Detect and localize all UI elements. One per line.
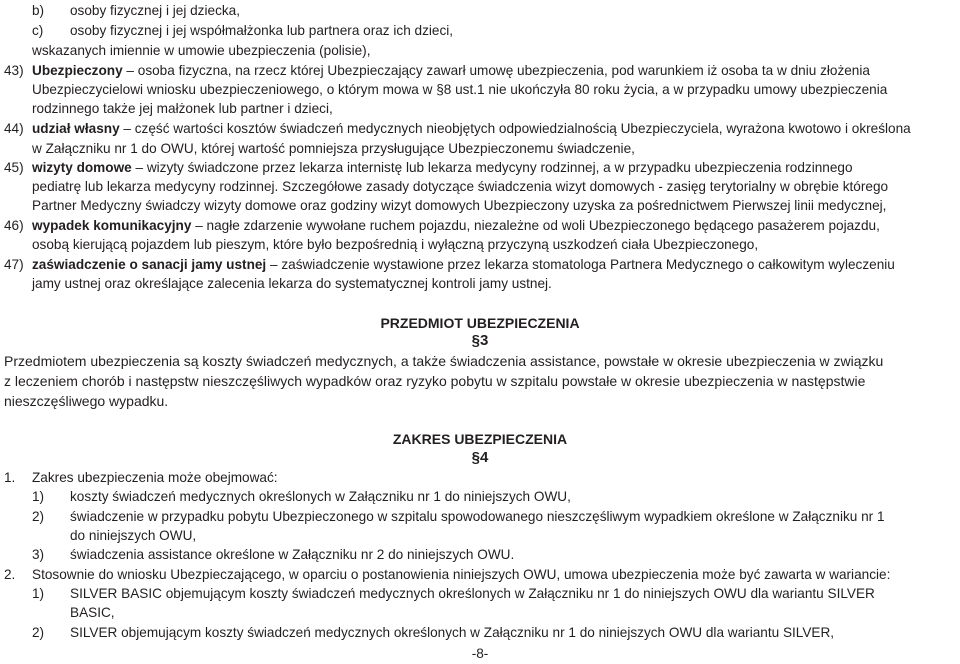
definition-number: 45)	[4, 160, 24, 175]
definition-text: – część wartości kosztów świadczeń medycznych nieobjętych odpowiedzialnością Ubezpieczyciela, wyrażona kwotowo i określona	[119, 121, 911, 136]
list-item-text: świadczenia assistance określone w Załączniku nr 2 do niniejszych OWU.	[70, 547, 515, 562]
definition-text: – wizyty świadczone przez lekarza internistę lub lekarza medycyny rodzinnej, a w przypadku ubezpieczenia rodzinnego	[131, 160, 853, 175]
definition-text: Partner Medyczny świadczy wizyty domowe oraz godziny wizyt domowych Ubezpieczony uzyska za pośrednictwem Pierwszej linii medycznej,	[32, 198, 887, 213]
list-item-text: osoby fizycznej i jej dziecka,	[70, 3, 240, 18]
page-number: -8-	[471, 646, 489, 661]
clause-number: 2.	[4, 567, 16, 582]
definition-text: Ubezpieczycielowi wniosku ubezpieczeniowego, o którym mowa w §8 ust.1 nie ukończyła 80 roku życia, a w przypadku umowy ubezpieczenia	[32, 82, 888, 97]
list-item-text: SILVER objemującym koszty świadczeń medycznych określonych w Załączniku nr 1 do niniejszych OWU dla wariantu SILVER,	[70, 625, 835, 640]
list-item-number: c)	[32, 23, 44, 38]
section-paragraph-symbol: §4	[471, 449, 489, 466]
definition-text: pediatrę lub lekarza medycyny rodzinnej. Szczegółowe zasady dotyczące świadczenia wizyt domowych - zasięg terytorialny w obrębie którego	[32, 179, 889, 194]
definition-term: zaświadczenie o sanacji jamy ustnej	[32, 257, 267, 272]
list-item-continuation: BASIC,	[70, 605, 115, 620]
definition-number: 47)	[4, 257, 24, 272]
section-title: PRZEDMIOT UBEZPIECZENIA	[380, 315, 580, 331]
definition-term: Ubezpieczony	[32, 63, 123, 78]
definition-text: osobą kierującą pojazdem lub pieszym, które było bezpośrednią i wyłączną przyczyną uszkodzeń ciała Ubezpieczonego,	[32, 237, 759, 252]
list-item-number: 1)	[32, 489, 45, 504]
clause-text: Stosownie do wniosku Ubezpieczającego, w oparciu o postanowienia niniejszych OWU, umowa ubezpieczenia może być zawarta w wariancie:	[32, 567, 891, 582]
clause-text: Zakres ubezpieczenia może obejmować:	[32, 470, 278, 485]
section-paragraph-symbol: §3	[471, 332, 489, 349]
definition-number: 44)	[4, 121, 24, 136]
list-item-number: 1)	[32, 586, 45, 601]
definition-term: udział własny	[32, 121, 120, 136]
definition-number: 46)	[4, 218, 24, 233]
definition-number: 43)	[4, 63, 24, 78]
definition-text: – zaświadczenie wystawione przez lekarza stomatologa Partnera Medycznego o całkowitym wyleczeniu	[266, 257, 895, 272]
body-text-line: nieszczęśliwego wypadku.	[4, 393, 169, 409]
section-title: ZAKRES UBEZPIECZENIA	[392, 431, 568, 447]
body-text-line: z leczeniem chorób i następstw nieszczęśliwych wypadków oraz ryzyko pobytu w szpitalu powstałe w okresie ubezpieczenia w następstwie	[4, 373, 866, 389]
definition-text: – osoba fizyczna, na rzecz której Ubezpieczający zawarł umowę ubezpieczenia, pod warunkiem iż osoba ta w dniu złożenia	[122, 63, 870, 78]
definition-term: wypadek komunikacyjny	[32, 218, 192, 233]
list-item-number: b)	[32, 3, 45, 18]
body-text-line: Przedmiotem ubezpieczenia są koszty świadczeń medycznych, a także świadczenia assistance, powstałe w okresie ubezpieczenia w związku	[4, 353, 884, 369]
list-continuation: wskazanych imiennie w umowie ubezpieczenia (polisie),	[32, 43, 371, 58]
clause-number: 1.	[4, 470, 16, 485]
list-item-number: 3)	[32, 547, 45, 562]
list-item-text: koszty świadczeń medycznych określonych w Załączniku nr 1 do niniejszych OWU,	[70, 489, 571, 504]
definition-text: – nagłe zdarzenie wywołane ruchem pojazdu, niezależne od woli Ubezpieczonego będącego pasażerem pojazdu,	[191, 218, 880, 233]
list-item-text: świadczenie w przypadku pobytu Ubezpieczonego w szpitalu spowodowanego nieszczęśliwym wypadkiem określone w Załączniku nr 1	[70, 509, 885, 524]
definition-text: jamy ustnej oraz określające zalecenia lekarza do systematycznej kontroli jamy ustnej.	[32, 276, 552, 291]
definition-text: w Załączniku nr 1 do OWU, której wartość pomniejsza przysługujące Ubezpieczonemu świadczenie,	[32, 141, 635, 156]
list-item-number: 2)	[32, 625, 45, 640]
list-item-number: 2)	[32, 509, 45, 524]
definition-text: rodzinnego także jej małżonek lub partner i dzieci,	[32, 101, 333, 116]
list-item-text: osoby fizycznej i jej współmałżonka lub partnera oraz ich dzieci,	[70, 23, 454, 38]
list-item-text: SILVER BASIC objemującym koszty świadczeń medycznych określonych w Załączniku nr 1 do niniejszych OWU dla wariantu SILVER	[70, 586, 875, 601]
definition-term: wizyty domowe	[32, 160, 132, 175]
list-item-continuation: do niniejszych OWU,	[70, 528, 197, 543]
